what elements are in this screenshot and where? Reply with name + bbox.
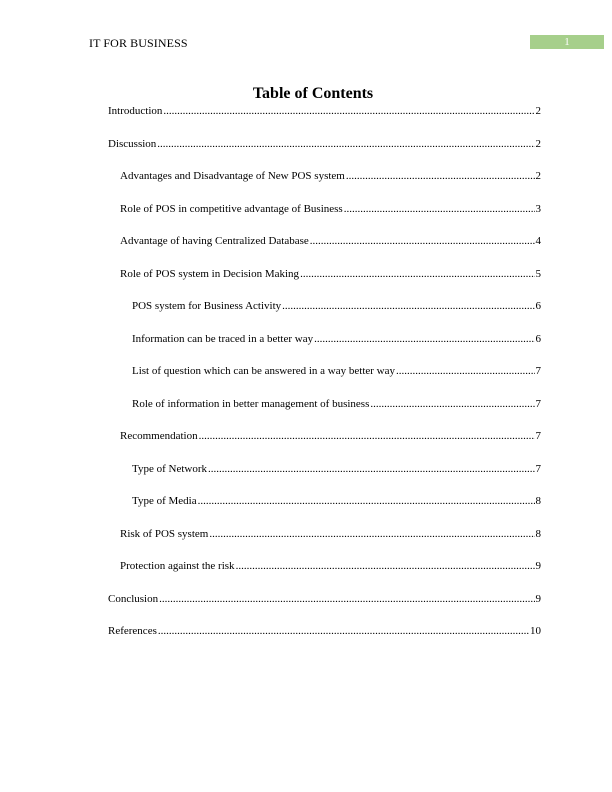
toc-dot-leader — [208, 463, 535, 476]
toc-entry[interactable] — [132, 365, 541, 378]
toc-entry-label: Discussion — [108, 137, 157, 150]
running-header-title: IT FOR BUSINESS — [89, 36, 188, 50]
toc-dot-leader — [346, 170, 535, 183]
toc-entry-page-number: 9 — [535, 560, 541, 572]
toc-entry[interactable] — [108, 593, 541, 606]
toc-entry-page-number: 2 — [535, 170, 541, 182]
toc-dot-leader — [198, 495, 535, 508]
toc-entry[interactable] — [120, 170, 541, 183]
toc-entry-label: Role of POS in competitive advantage of Business — [120, 202, 343, 215]
toc-entry[interactable] — [120, 235, 541, 248]
toc-entry-page-number: 7 — [535, 430, 541, 442]
toc-entry-label: Role of POS system in Decision Making — [120, 267, 300, 280]
toc-dot-leader — [157, 138, 534, 151]
toc-entry-page-number: 6 — [535, 300, 541, 312]
toc-entry-label: POS system for Business Activity — [132, 300, 282, 312]
toc-entry[interactable] — [120, 528, 541, 541]
toc-entry[interactable] — [120, 203, 541, 216]
toc-entry-page-number: 7 — [535, 365, 541, 377]
toc-dot-leader — [314, 333, 534, 346]
toc-entry-page-number: 9 — [535, 592, 541, 605]
toc-entry-page-number: 10 — [530, 625, 541, 637]
toc-entry-label: Information can be traced in a better way — [132, 332, 314, 345]
toc-entry[interactable] — [132, 398, 541, 411]
toc-entry[interactable] — [132, 463, 541, 476]
toc-dot-leader — [158, 625, 529, 638]
toc-entry-label: Introduction — [108, 105, 163, 117]
toc-entry[interactable] — [132, 333, 541, 346]
toc-entry-page-number: 4 — [535, 235, 541, 247]
toc-dot-leader — [310, 235, 535, 248]
toc-entry-page-number: 7 — [535, 462, 541, 475]
toc-entry[interactable] — [132, 300, 541, 313]
toc-entry-label: Advantage of having Centralized Database — [120, 235, 309, 247]
toc-dot-leader — [396, 365, 535, 378]
toc-entry-page-number: 6 — [535, 332, 541, 345]
toc-entry-label: Type of Network — [132, 462, 207, 475]
toc-entry-page-number: 2 — [535, 105, 541, 117]
toc-entry-label: References — [108, 625, 157, 637]
toc-dot-leader — [159, 593, 534, 606]
toc-entry[interactable] — [120, 268, 541, 281]
toc-entry-page-number: 2 — [535, 137, 541, 150]
toc-dot-leader — [300, 268, 534, 281]
toc-entry-page-number: 3 — [535, 202, 541, 215]
toc-dot-leader — [199, 430, 535, 443]
page-number-badge: 1 — [530, 35, 604, 49]
toc-dot-leader — [236, 560, 535, 573]
toc-entry-label: List of question which can be answered in a way better way — [132, 365, 395, 377]
toc-entry-label: Advantages and Disadvantage of New POS system — [120, 170, 345, 182]
toc-entry-label: Protection against the risk — [120, 560, 235, 572]
toc-entry-label: Conclusion — [108, 592, 159, 605]
toc-entry-label: Risk of POS system — [120, 527, 209, 540]
toc-entry[interactable] — [120, 430, 541, 443]
toc-dot-leader — [282, 300, 534, 313]
toc-entry-page-number: 8 — [535, 495, 541, 507]
toc-dot-leader — [344, 203, 535, 216]
toc-entry[interactable] — [108, 625, 541, 638]
toc-entry-label: Role of information in better management of business — [132, 397, 370, 410]
toc-entry[interactable] — [108, 138, 541, 151]
toc-entry-page-number: 8 — [535, 527, 541, 540]
toc-entry-page-number: 7 — [535, 397, 541, 410]
toc-entry-label: Recommendation — [120, 430, 198, 442]
toc-dot-leader — [370, 398, 534, 411]
toc-dot-leader — [163, 105, 534, 118]
toc-entry[interactable] — [132, 495, 541, 508]
toc-entry[interactable] — [108, 105, 541, 118]
toc-entry[interactable] — [120, 560, 541, 573]
toc-heading: Table of Contents — [252, 85, 374, 102]
toc-entry-page-number: 5 — [535, 267, 541, 280]
toc-dot-leader — [209, 528, 534, 541]
toc-entry-label: Type of Media — [132, 495, 197, 507]
